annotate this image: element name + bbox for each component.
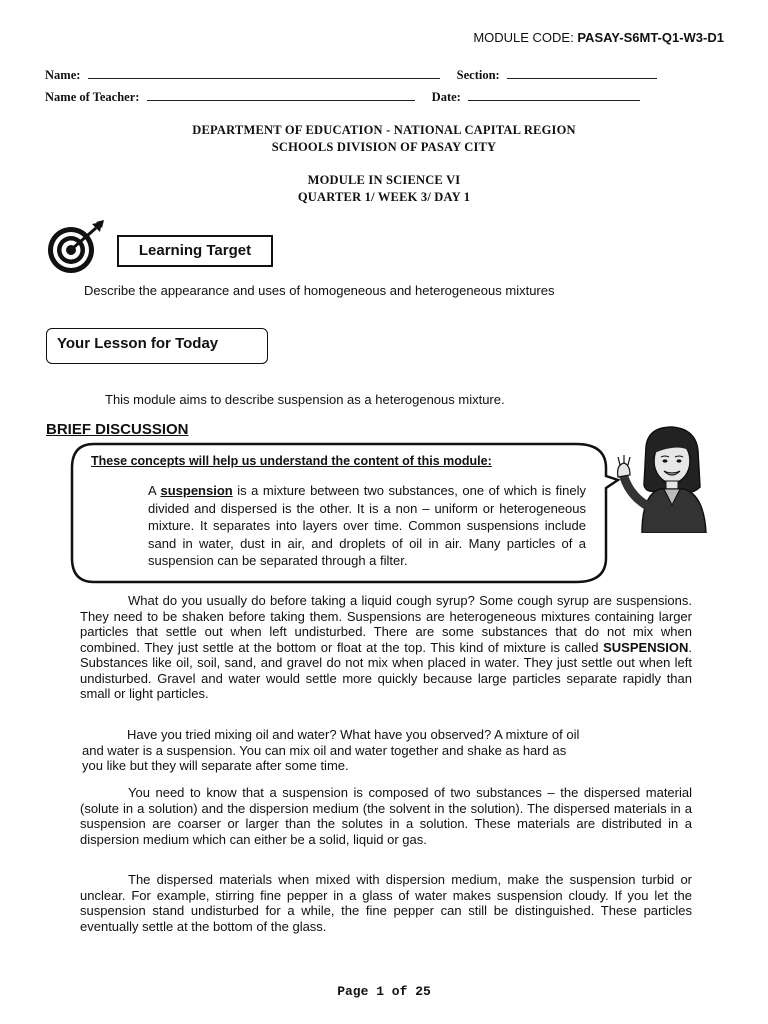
bubble-title: These concepts will help us understand the content of this module: <box>91 454 492 468</box>
bubble-body <box>90 482 586 570</box>
date-label: Date: <box>431 90 461 104</box>
paragraph-4 <box>80 872 692 934</box>
paragraph-2 <box>82 727 657 774</box>
module-code <box>473 30 724 45</box>
paragraph-3 <box>80 785 692 847</box>
name-line[interactable] <box>88 66 440 79</box>
learning-target-box: Learning Target <box>117 235 273 267</box>
p2-line-2: and water is a suspension. You can mix oil and water together and shake as hard as <box>82 742 567 758</box>
bubble-term: suspension <box>160 483 233 498</box>
date-line[interactable] <box>468 88 640 101</box>
p2-line-3: you like but they will separate after some time. <box>82 758 349 773</box>
header-module: MODULE IN SCIENCE VI <box>307 173 461 187</box>
brief-discussion-heading: BRIEF DISCUSSION <box>46 421 189 438</box>
teacher-avatar <box>612 425 712 533</box>
learning-target-text: Describe the appearance and uses of homogeneous and heterogeneous mixtures <box>84 283 555 298</box>
bubble-text: is a mixture between two substances, one of which is finely divided and dispersed is the other. It is a non – uniform or heterogeneous mixture. It separates into layers over time. Common suspensions include sand in water, dust in air, and droplets of oil in air. Many particles of a suspension can be separated through a filter. <box>148 483 586 568</box>
section-label: Section: <box>456 68 500 82</box>
module-code-label: MODULE CODE: <box>473 30 574 45</box>
p3-text: You need to know that a suspension is composed of two substances – the dispersed material (solute in a solution) and the dispersion medium (the solvent in the solution). The dispersed materials in a suspension are coarser or larger than the solutes in a solution. These materials are distributed in a dispersion medium which can either be a solid, liquid or gas. <box>80 785 692 847</box>
paragraph-1 <box>80 593 692 702</box>
name-label: Name: <box>45 68 81 82</box>
bubble-pre: A <box>148 483 161 498</box>
teacher-date-row <box>45 88 685 105</box>
name-section-row <box>45 66 685 83</box>
header-department: DEPARTMENT OF EDUCATION - NATIONAL CAPITAL REGION <box>192 123 576 137</box>
module-code-value: PASAY-S6MT-Q1-W3-D1 <box>577 30 724 45</box>
p4-text: The dispersed materials when mixed with dispersion medium, make the suspension turbid or unclear. For example, stirring fine pepper in a glass of water makes suspension cloudy. If you let the suspension stand undisturbed for a while, the fine pepper can still be distinguished. These particles eventually settle at the bottom of the glass. <box>80 872 692 934</box>
p1-text-a: What do you usually do before taking a liquid cough syrup? Some cough syrup are suspensions. They need to be shaken before taking them. Suspensions are heterogeneous mixtures containing larger particles that settle out when left undisturbed. There are some substances that do not mix when combined. They just settle at the bottom or float at the top. This kind of mixture is called <box>80 593 692 655</box>
target-icon <box>46 220 108 276</box>
teacher-label: Name of Teacher: <box>45 90 140 104</box>
document-header <box>0 122 768 206</box>
header-quarter: QUARTER 1/ WEEK 3/ DAY 1 <box>297 190 471 204</box>
p1-text-b: . Substances like oil, soil, sand, and gravel do not mix when placed in water. They just settle out when left undisturbed. Gravel and water would settle more quickly because large particles separate rapidly than small or light particles. <box>80 639 692 701</box>
lesson-text: This module aims to describe suspension as a heterogenous mixture. <box>105 392 505 407</box>
header-division: SCHOOLS DIVISION OF PASAY CITY <box>271 140 497 154</box>
page-number: Page 1 of 25 <box>337 984 431 999</box>
teacher-line[interactable] <box>147 88 415 101</box>
p2-line-1: Have you tried mixing oil and water? What have you observed? A mixture of oil <box>127 727 580 742</box>
section-line[interactable] <box>507 66 657 79</box>
lesson-box: Your Lesson for Today <box>46 328 268 364</box>
p1-bold: SUSPENSION <box>603 639 689 655</box>
